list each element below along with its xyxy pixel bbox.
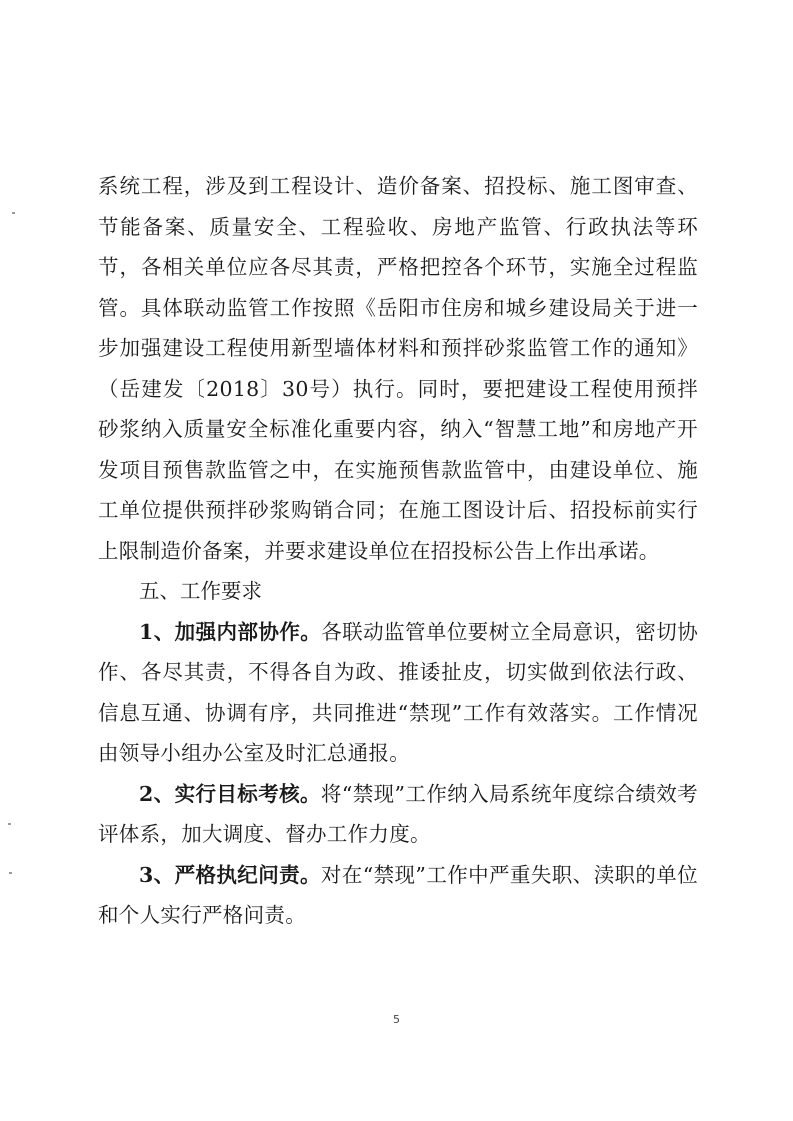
requirement-item-1 <box>98 612 698 774</box>
document-body <box>98 166 698 936</box>
requirement-item-text: 对在“禁现”工作中严重失职、渎职的单位和个人实行严格问责。 <box>98 862 698 927</box>
requirement-item-2 <box>98 774 698 855</box>
requirement-item-text: 将“禁现”工作纳入局系统年度综合绩效考评体系，加大调度、督办工作力度。 <box>98 781 698 846</box>
requirement-item-text: 各联动监管单位要树立全局意识，密切协作、各尽其责，不得各自为政、推诿扯皮，切实做到依法行政、信息互通、协调有序，共同推进“禁现”工作有效落实。工作情况由领导小组办公室及时汇总通报。 <box>98 619 698 765</box>
page-number: 5 <box>393 1013 400 1026</box>
section-heading <box>98 571 698 612</box>
scan-artifact <box>12 212 15 214</box>
scan-artifact <box>9 872 12 874</box>
scan-artifact <box>8 823 11 825</box>
requirement-item-lead: 1、加强内部协作。 <box>139 619 322 644</box>
section-heading-text: 五、工作要求 <box>139 579 262 603</box>
paragraph-continuation <box>98 166 698 571</box>
requirement-item-lead: 3、严格执纪问责。 <box>139 862 321 887</box>
requirement-item-lead: 2、实行目标考核。 <box>139 781 321 806</box>
paragraph-text: 系统工程，涉及到工程设计、造价备案、招投标、施工图审查、节能备案、质量安全、工程验收、房地产监管、行政执法等环节，各相关单位应各尽其责，严格把控各个环节，实施全过程监管。具体联动监管工作按照《岳阳市住房和城乡建设局关于进一步加强建设工程使用新型墙体材料和预拌砂浆监管工作的通知》（岳建发〔2018〕30号）执行。同时，要把建设工程使用预拌砂浆纳入质量安全标准化重要内容，纳入“智慧工地”和房地产开发项目预售款监管之中，在实施预售款监管中，由建设单位、施工单位提供预拌砂浆购销合同；在施工图设计后、招投标前实行上限制造价备案，并要求建设单位在招投标公告上作出承诺。 <box>98 174 698 563</box>
requirement-item-3 <box>98 855 698 936</box>
